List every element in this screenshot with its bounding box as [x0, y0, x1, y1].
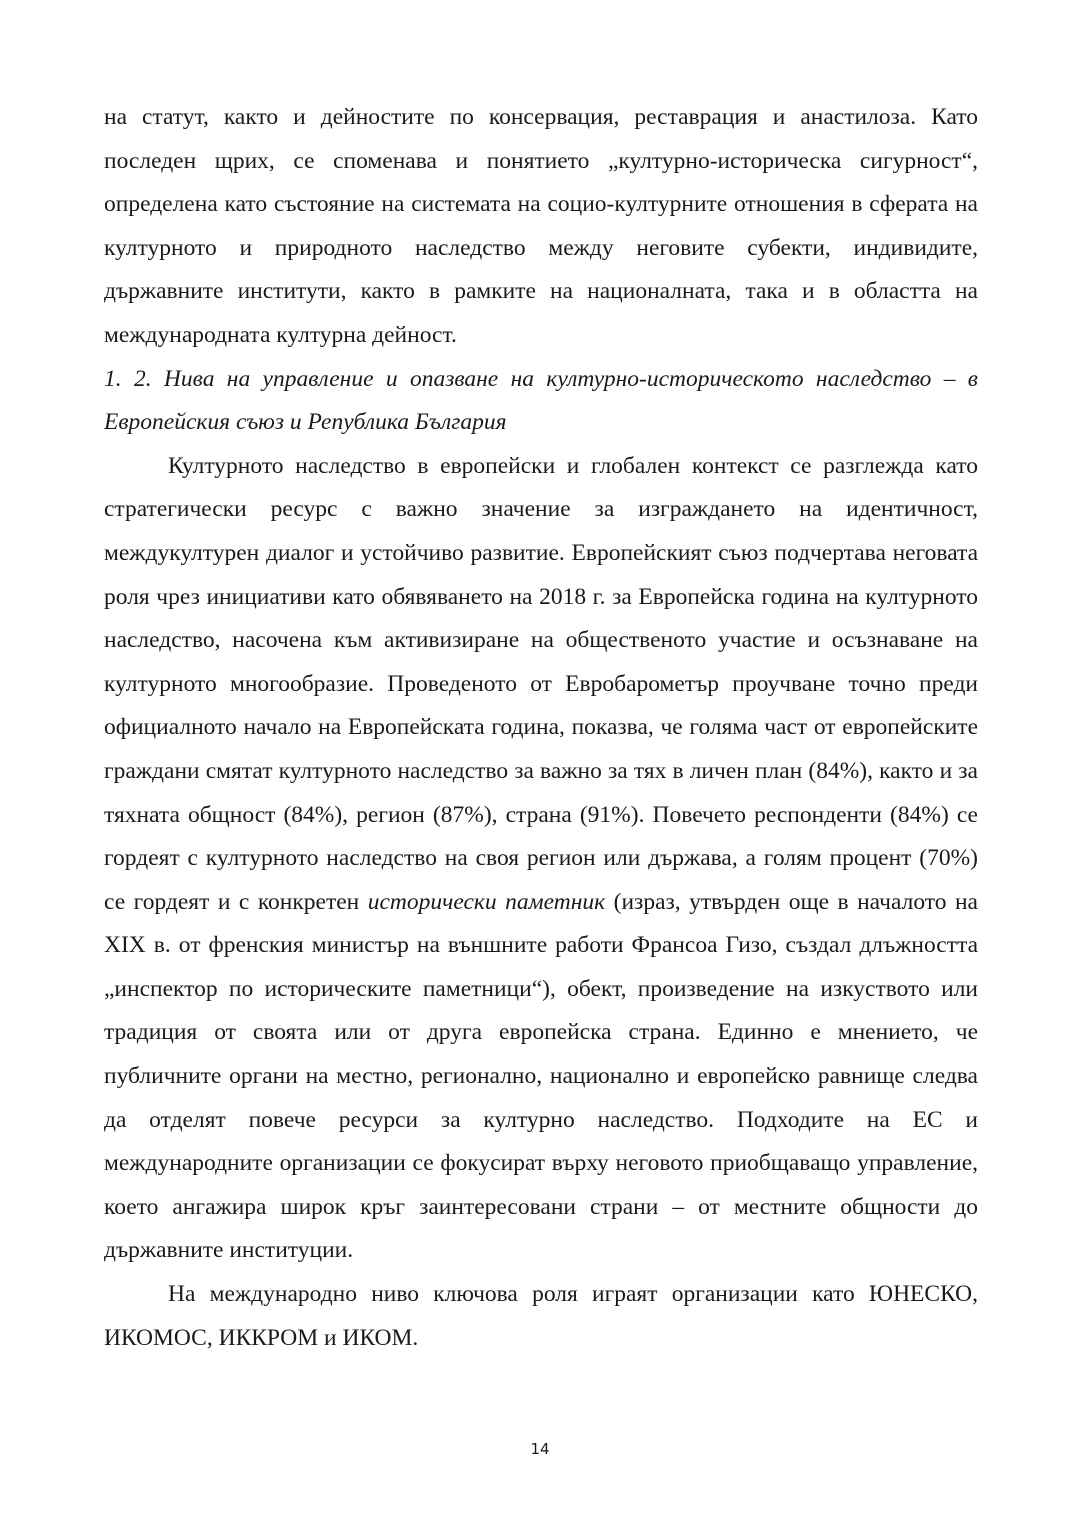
- page-number: 14: [530, 1440, 550, 1458]
- section-heading: 1. 2. Нива на управление и опазване на културно-историческото наследство – в Европейския съюз и Република България: [104, 365, 978, 436]
- paragraph-continued: на статут, както и дейностите по консервация, реставрация и анастилоза. Като последен щрих, се споменава и понятието „културно-историческа сигурност“, определена като състояние на системата на социо-културните отношения в сферата на културното и природното наследство между неговите субекти, индивидите, държавните институти, както в рамките на националната, така и в областта на международната културна дейност.: [104, 104, 978, 348]
- body-text: [104, 96, 978, 1360]
- paragraph-eu-heritage: [104, 445, 978, 1273]
- italic-term: исторически паметник: [367, 888, 606, 915]
- paragraph-text-end: (израз, утвърден още в началото на XIX в. от френския министър на външните работи Франсоа Гизо, създал длъжността „инспектор по историческите паметници“), обект, произведение на изкуството или традиция от своята или от друга европейска страна. Единно е мнението, че публичните органи на местно, регионално, национално и европейско равнище следва да отделят повече ресурси за културно наследство. Подходите на ЕС и международните организации се фокусират върху неговото приобщаващо управление, което ангажира широк кръг заинтересовани страни – от местните общности до държавните институции.: [104, 888, 978, 1264]
- paragraph-text-start: Културното наследство в европейски и глобален контекст се разглежда като стратегически ресурс с важно значение за изграждането на идентичност, междукултурен диалог и устойчиво развитие. Европейският съюз подчертава неговата роля чрез инициативи като обявяването на 2018 г. за Европейска година на културното наследство, насочена към активизиране на общественото участие и осъзнаване на културното многообразие. Проведеното от Евробарометър проучване точно преди официалното начало на Европейската година, показва, че голяма част от европейските граждани смятат културното наследство за важно за тях в личен план (84%), както и за тяхната общност (84%), регион (87%), страна (91%). Повечето респонденти (84%) се гордеят с културното наследство на своя регион или държава, а голям процент (70%) се гордеят и с конкретен: [104, 452, 978, 915]
- paragraph-international: На международно ниво ключова роля играят организации като ЮНЕСКО, ИКОМОС, ИККРОМ и ИКОМ.: [104, 1281, 978, 1351]
